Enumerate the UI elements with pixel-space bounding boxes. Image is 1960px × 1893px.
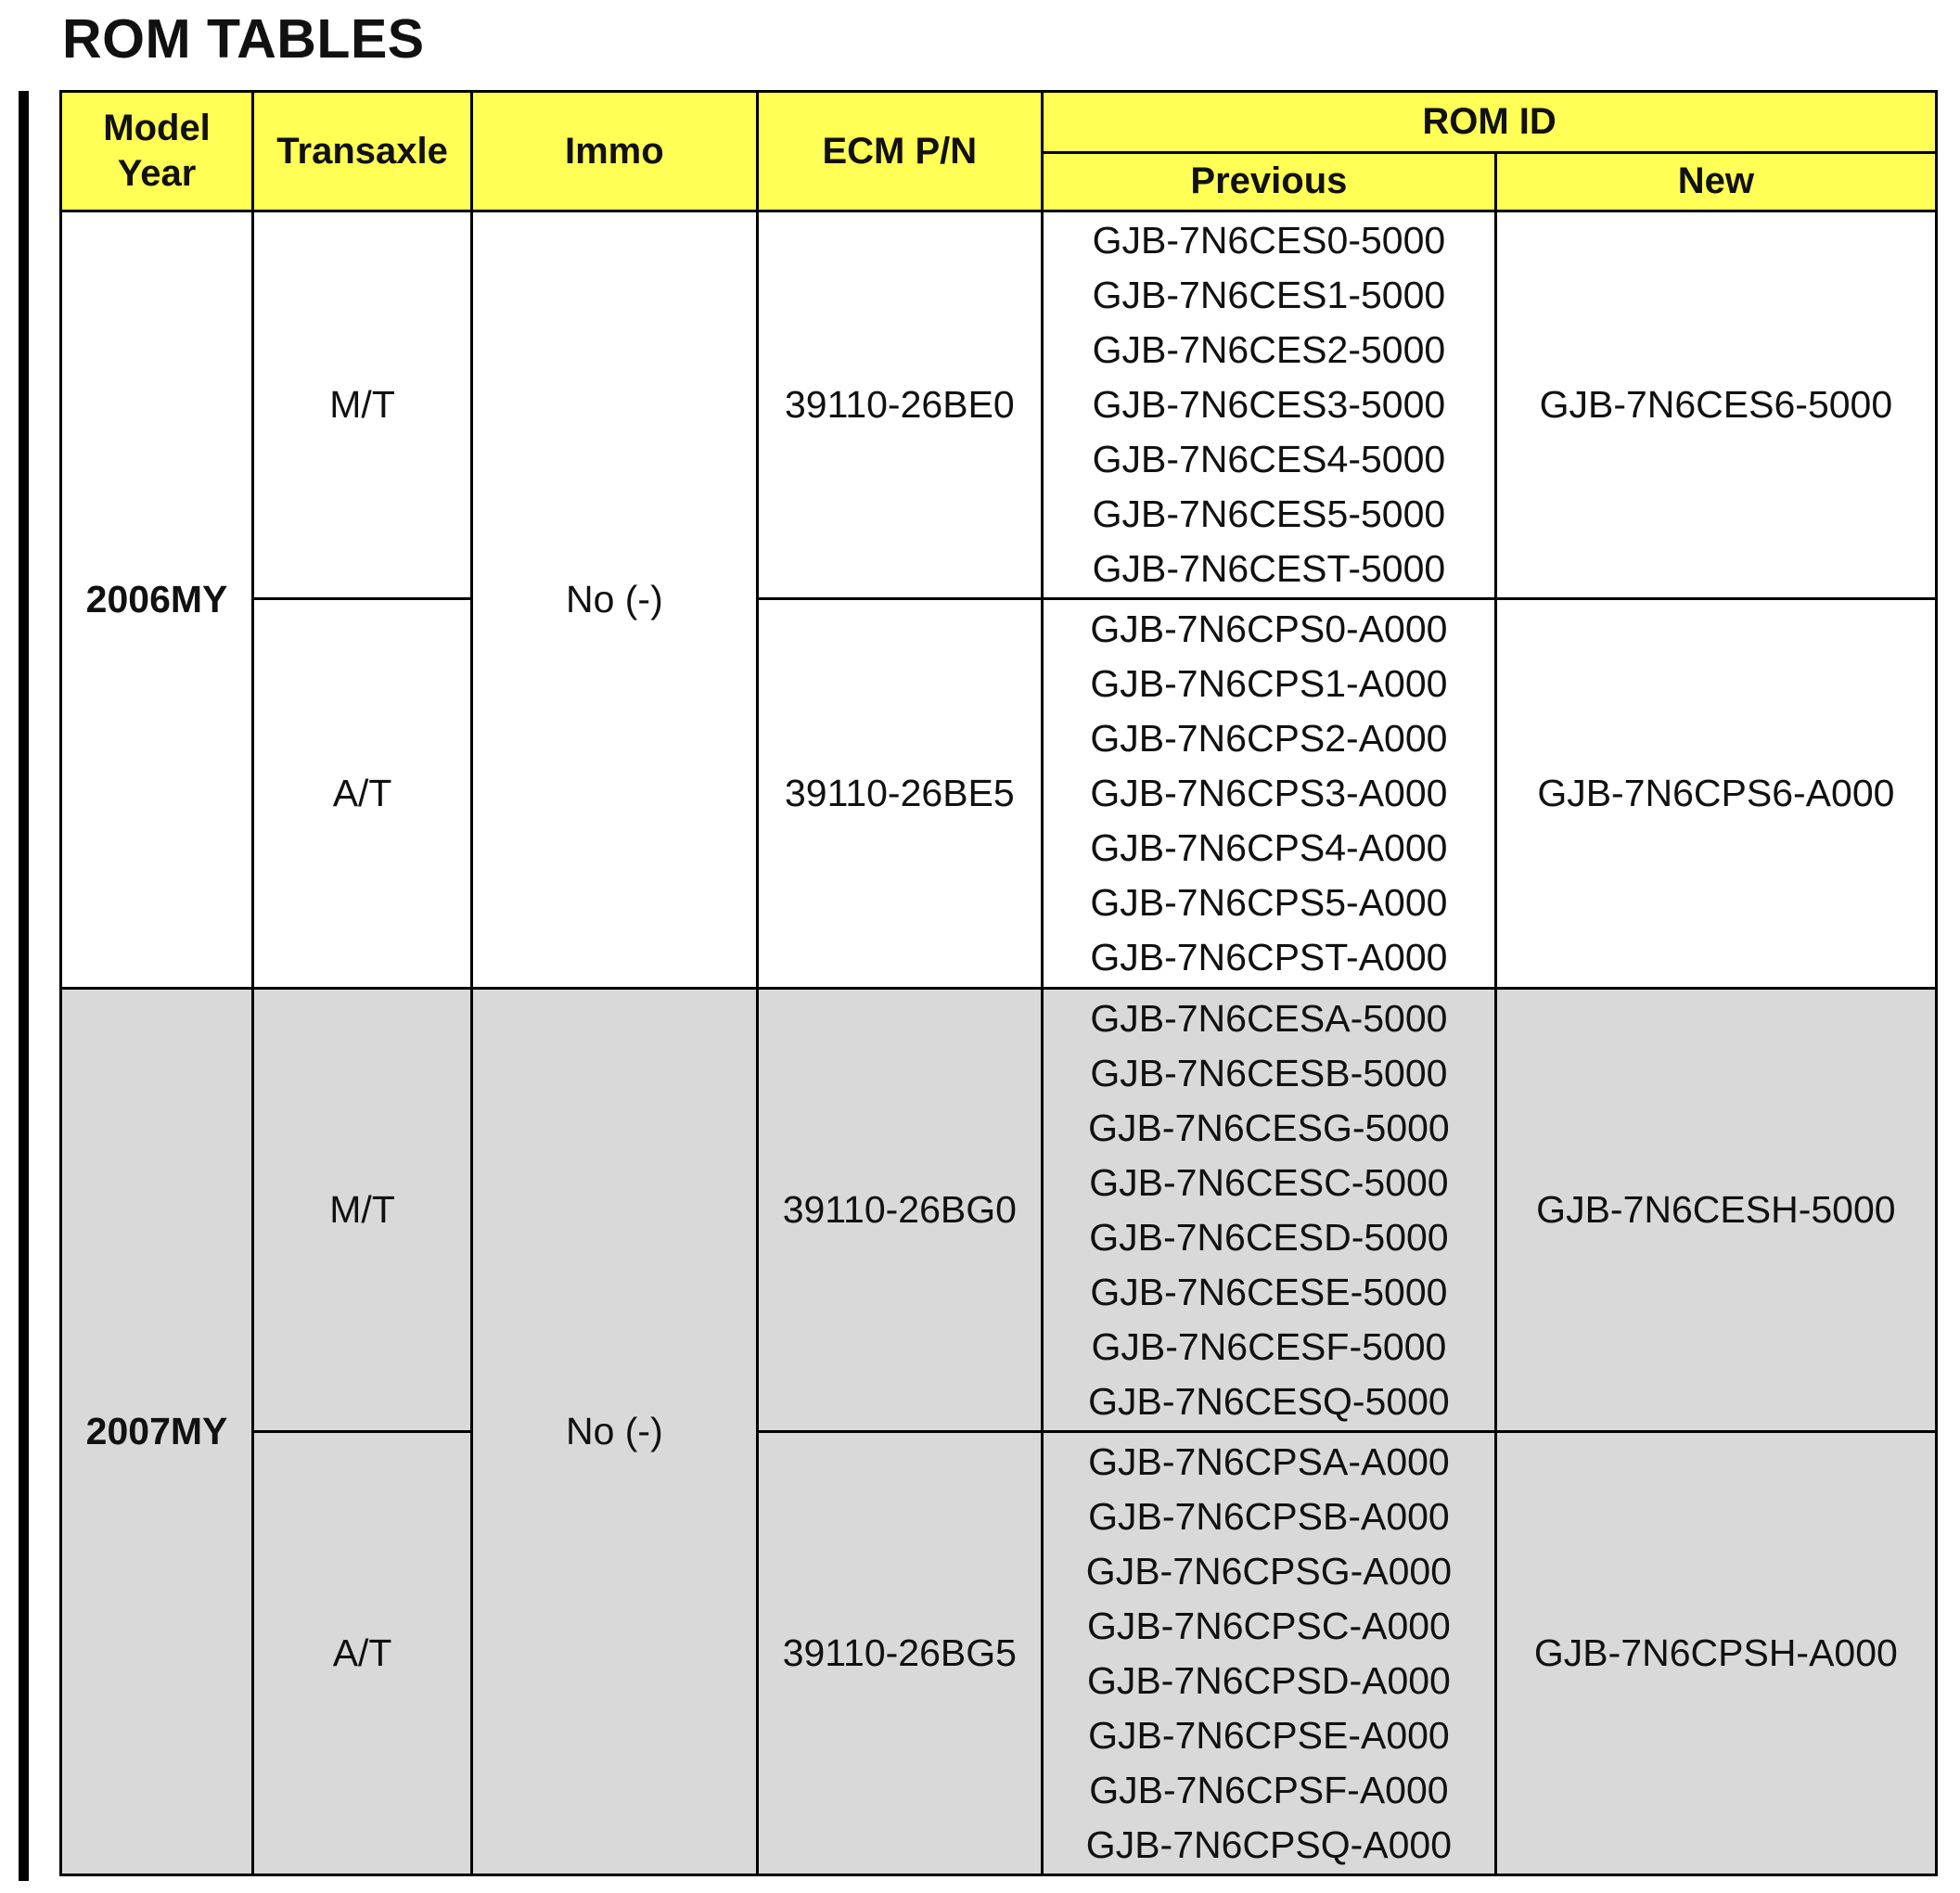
previous-rom-id: GJB-7N6CPS1-A000	[1090, 662, 1448, 705]
table-row	[61, 1432, 1937, 1875]
header-rom-id: ROM ID	[1043, 92, 1937, 153]
previous-rom-id: GJB-7N6CES0-5000	[1092, 219, 1446, 262]
new-rom-id-cell: GJB-7N6CPSH-A000	[1495, 1432, 1936, 1875]
ecm-pn-cell: 39110-26BG0	[757, 989, 1042, 1432]
previous-rom-id: GJB-7N6CESQ-5000	[1088, 1379, 1450, 1423]
previous-rom-id: GJB-7N6CES1-5000	[1092, 274, 1446, 316]
new-rom-id-cell: GJB-7N6CESH-5000	[1495, 989, 1936, 1432]
table-row	[61, 211, 1937, 599]
new-rom-id-cell: GJB-7N6CES6-5000	[1495, 211, 1936, 599]
previous-rom-id: GJB-7N6CPSB-A000	[1088, 1494, 1450, 1538]
previous-rom-id: GJB-7N6CESB-5000	[1090, 1051, 1448, 1094]
previous-rom-id: GJB-7N6CESA-5000	[1090, 996, 1448, 1040]
previous-rom-id: GJB-7N6CPS2-A000	[1090, 717, 1448, 760]
previous-rom-id-list	[1043, 211, 1496, 599]
previous-rom-id: GJB-7N6CES2-5000	[1092, 328, 1446, 371]
transaxle-cell: A/T	[253, 1432, 472, 1875]
previous-rom-id: GJB-7N6CPSD-A000	[1086, 1658, 1451, 1702]
immo-cell: No (-)	[472, 211, 757, 989]
previous-rom-id: GJB-7N6CES5-5000	[1092, 492, 1446, 535]
table-row	[61, 599, 1937, 989]
header-transaxle: Transaxle	[253, 92, 472, 211]
previous-rom-id: GJB-7N6CPSQ-A000	[1085, 1823, 1453, 1866]
previous-rom-id: GJB-7N6CPSA-A000	[1088, 1439, 1450, 1483]
previous-rom-id: GJB-7N6CPSF-A000	[1089, 1768, 1449, 1811]
previous-rom-id: GJB-7N6CES4-5000	[1092, 438, 1446, 480]
immo-cell: No (-)	[472, 989, 757, 1875]
previous-rom-id: GJB-7N6CEST-5000	[1092, 547, 1446, 590]
previous-rom-id: GJB-7N6CPSC-A000	[1086, 1604, 1451, 1647]
header-model-year: Model Year	[61, 92, 253, 211]
page-title: ROM TABLES	[62, 8, 425, 70]
previous-rom-id-list	[1043, 1432, 1496, 1875]
previous-rom-id: GJB-7N6CESC-5000	[1089, 1160, 1449, 1204]
header-ecm-pn: ECM P/N	[757, 92, 1042, 211]
table-row	[61, 989, 1937, 1432]
ecm-pn-cell: 39110-26BE5	[757, 599, 1042, 989]
previous-rom-id: GJB-7N6CPSE-A000	[1088, 1713, 1450, 1757]
revision-change-bar	[19, 91, 29, 1881]
previous-rom-id-list	[1043, 989, 1496, 1432]
previous-rom-id: GJB-7N6CESG-5000	[1088, 1106, 1450, 1149]
header-immo: Immo	[472, 92, 757, 211]
previous-rom-id: GJB-7N6CPSG-A000	[1085, 1549, 1453, 1592]
ecm-pn-cell: 39110-26BG5	[757, 1432, 1042, 1875]
model-year-cell: 2007MY	[61, 989, 253, 1875]
rom-table	[59, 90, 1938, 1876]
table-header-row	[61, 92, 1937, 153]
model-year-cell: 2006MY	[61, 211, 253, 989]
new-rom-id-cell: GJB-7N6CPS6-A000	[1495, 599, 1936, 989]
previous-rom-id-list	[1043, 599, 1496, 989]
transaxle-cell: M/T	[253, 211, 472, 599]
previous-rom-id: GJB-7N6CPS0-A000	[1090, 608, 1448, 650]
previous-rom-id: GJB-7N6CESF-5000	[1091, 1324, 1447, 1368]
previous-rom-id: GJB-7N6CPST-A000	[1090, 936, 1448, 978]
previous-rom-id: GJB-7N6CPS3-A000	[1090, 772, 1448, 814]
previous-rom-id: GJB-7N6CES3-5000	[1092, 383, 1446, 426]
ecm-pn-cell: 39110-26BE0	[757, 211, 1042, 599]
previous-rom-id: GJB-7N6CESD-5000	[1089, 1215, 1449, 1259]
header-new: New	[1495, 152, 1936, 211]
transaxle-cell: A/T	[253, 599, 472, 989]
previous-rom-id: GJB-7N6CPS5-A000	[1090, 881, 1448, 924]
transaxle-cell: M/T	[253, 989, 472, 1432]
header-previous: Previous	[1043, 152, 1496, 211]
previous-rom-id: GJB-7N6CPS4-A000	[1090, 826, 1448, 869]
previous-rom-id: GJB-7N6CESE-5000	[1090, 1270, 1448, 1313]
